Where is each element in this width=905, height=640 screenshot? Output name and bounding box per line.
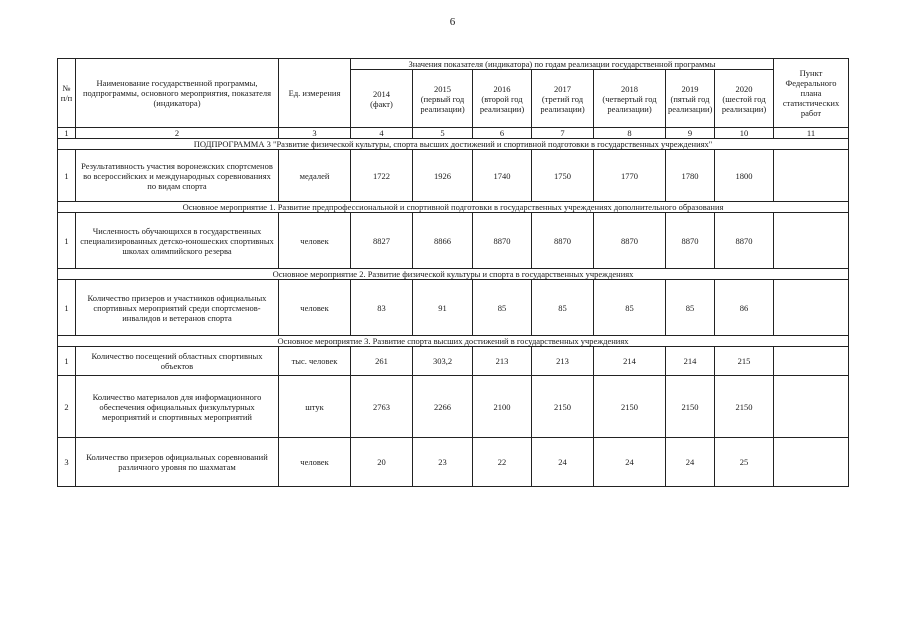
indicators-table: [57, 58, 849, 487]
value-cell: 1740: [473, 150, 532, 202]
unit-cell: человек: [279, 213, 351, 269]
column-number: 9: [666, 128, 715, 139]
value-cell: 1770: [594, 150, 666, 202]
col-unit-header: Ед. измерения: [279, 59, 351, 128]
row-num: 1: [58, 213, 76, 269]
value-cell: 24: [666, 438, 715, 487]
value-cell: 91: [413, 280, 473, 336]
year-header: 2020 (шестой год реализации): [715, 70, 774, 128]
row-num: 1: [58, 347, 76, 376]
stat-plan-cell: [774, 376, 849, 438]
row-num: 2: [58, 376, 76, 438]
column-number: 3: [279, 128, 351, 139]
values-group-header: Значения показателя (индикатора) по годам реализации государственной программы: [351, 59, 774, 70]
value-cell: 8827: [351, 213, 413, 269]
col-num-header: № п/п: [58, 59, 76, 128]
column-number: 4: [351, 128, 413, 139]
value-cell: 2100: [473, 376, 532, 438]
column-number: 6: [473, 128, 532, 139]
value-cell: 85: [666, 280, 715, 336]
indicator-name: Количество призеров официальных соревнований различного уровня по шахматам: [76, 438, 279, 487]
stat-plan-cell: [774, 280, 849, 336]
value-cell: 25: [715, 438, 774, 487]
table-row: [58, 280, 849, 336]
section-row: [58, 139, 849, 150]
value-cell: 85: [532, 280, 594, 336]
value-cell: 85: [594, 280, 666, 336]
column-number: 2: [76, 128, 279, 139]
value-cell: 1926: [413, 150, 473, 202]
value-cell: 24: [594, 438, 666, 487]
table-row: [58, 347, 849, 376]
year-header: 2019 (пятый год реализации): [666, 70, 715, 128]
stat-plan-cell: [774, 438, 849, 487]
col-name-header: Наименование государственной программы, подпрограммы, основного мероприятия, показателя (индикатора): [76, 59, 279, 128]
value-cell: 1780: [666, 150, 715, 202]
measure-title: Основное мероприятие 1. Развитие предпрофессиональной и спортивной подготовки в государственных учреждениях дополнительного образования: [58, 202, 849, 213]
year-header: 2015 (первый год реализации): [413, 70, 473, 128]
value-cell: 214: [594, 347, 666, 376]
value-cell: 1800: [715, 150, 774, 202]
section-row: [58, 202, 849, 213]
stat-plan-cell: [774, 213, 849, 269]
value-cell: 261: [351, 347, 413, 376]
year-header: 2017 (третий год реализации): [532, 70, 594, 128]
column-number: 1: [58, 128, 76, 139]
unit-cell: медалей: [279, 150, 351, 202]
indicator-name: Количество посещений областных спортивных объектов: [76, 347, 279, 376]
row-num: 3: [58, 438, 76, 487]
value-cell: 8870: [594, 213, 666, 269]
value-cell: 86: [715, 280, 774, 336]
column-number: 8: [594, 128, 666, 139]
stat-plan-cell: [774, 150, 849, 202]
year-header: 2016 (второй год реализации): [473, 70, 532, 128]
column-number: 7: [532, 128, 594, 139]
value-cell: 2266: [413, 376, 473, 438]
section-row: [58, 336, 849, 347]
indicator-name: Численность обучающихся в государственных специализированных детско-юношеских спортивных школах олимпийского резерва: [76, 213, 279, 269]
unit-cell: тыс. человек: [279, 347, 351, 376]
value-cell: 24: [532, 438, 594, 487]
value-cell: 2763: [351, 376, 413, 438]
value-cell: 83: [351, 280, 413, 336]
value-cell: 213: [473, 347, 532, 376]
header-row: [58, 59, 849, 70]
column-number-row: [58, 128, 849, 139]
table-row: [58, 150, 849, 202]
unit-cell: человек: [279, 280, 351, 336]
col-stat-plan-header: Пункт Федерального плана статистических работ: [774, 59, 849, 128]
subprogram-title: ПОДПРОГРАММА 3 "Развитие физической культуры, спорта высших достижений и спортивной подготовки в государственных учреждениях": [58, 139, 849, 150]
indicator-name: Результативность участия воронежских спортсменов во всероссийских и международных соревнованиях по видам спорта: [76, 150, 279, 202]
value-cell: 8866: [413, 213, 473, 269]
table-row: [58, 376, 849, 438]
value-cell: 2150: [715, 376, 774, 438]
value-cell: 214: [666, 347, 715, 376]
value-cell: 213: [532, 347, 594, 376]
year-header: 2018 (четвертый год реализации): [594, 70, 666, 128]
stat-plan-cell: [774, 347, 849, 376]
value-cell: 215: [715, 347, 774, 376]
row-num: 1: [58, 150, 76, 202]
indicator-name: Количество материалов для информационного обеспечения официальных физкультурных мероприятий и спортивных мероприятий: [76, 376, 279, 438]
value-cell: 8870: [666, 213, 715, 269]
value-cell: 8870: [532, 213, 594, 269]
column-number: 10: [715, 128, 774, 139]
column-number: 5: [413, 128, 473, 139]
unit-cell: человек: [279, 438, 351, 487]
value-cell: 2150: [666, 376, 715, 438]
indicator-name: Количество призеров и участников официальных спортивных мероприятий среди спортсменов-инвалидов и ветеранов спорта: [76, 280, 279, 336]
section-row: [58, 269, 849, 280]
value-cell: 22: [473, 438, 532, 487]
value-cell: 1722: [351, 150, 413, 202]
table-row: [58, 438, 849, 487]
measure-title: Основное мероприятие 3. Развитие спорта высших достижений в государственных учреждениях: [58, 336, 849, 347]
unit-cell: штук: [279, 376, 351, 438]
row-num: 1: [58, 280, 76, 336]
value-cell: 8870: [715, 213, 774, 269]
value-cell: 2150: [532, 376, 594, 438]
value-cell: 303,2: [413, 347, 473, 376]
year-header: 2014 (факт): [351, 70, 413, 128]
value-cell: 2150: [594, 376, 666, 438]
value-cell: 85: [473, 280, 532, 336]
measure-title: Основное мероприятие 2. Развитие физической культуры и спорта в государственных учреждениях: [58, 269, 849, 280]
table-row: [58, 213, 849, 269]
page-number: 6: [449, 16, 456, 28]
value-cell: 1750: [532, 150, 594, 202]
value-cell: 8870: [473, 213, 532, 269]
value-cell: 23: [413, 438, 473, 487]
value-cell: 20: [351, 438, 413, 487]
column-number: 11: [774, 128, 849, 139]
